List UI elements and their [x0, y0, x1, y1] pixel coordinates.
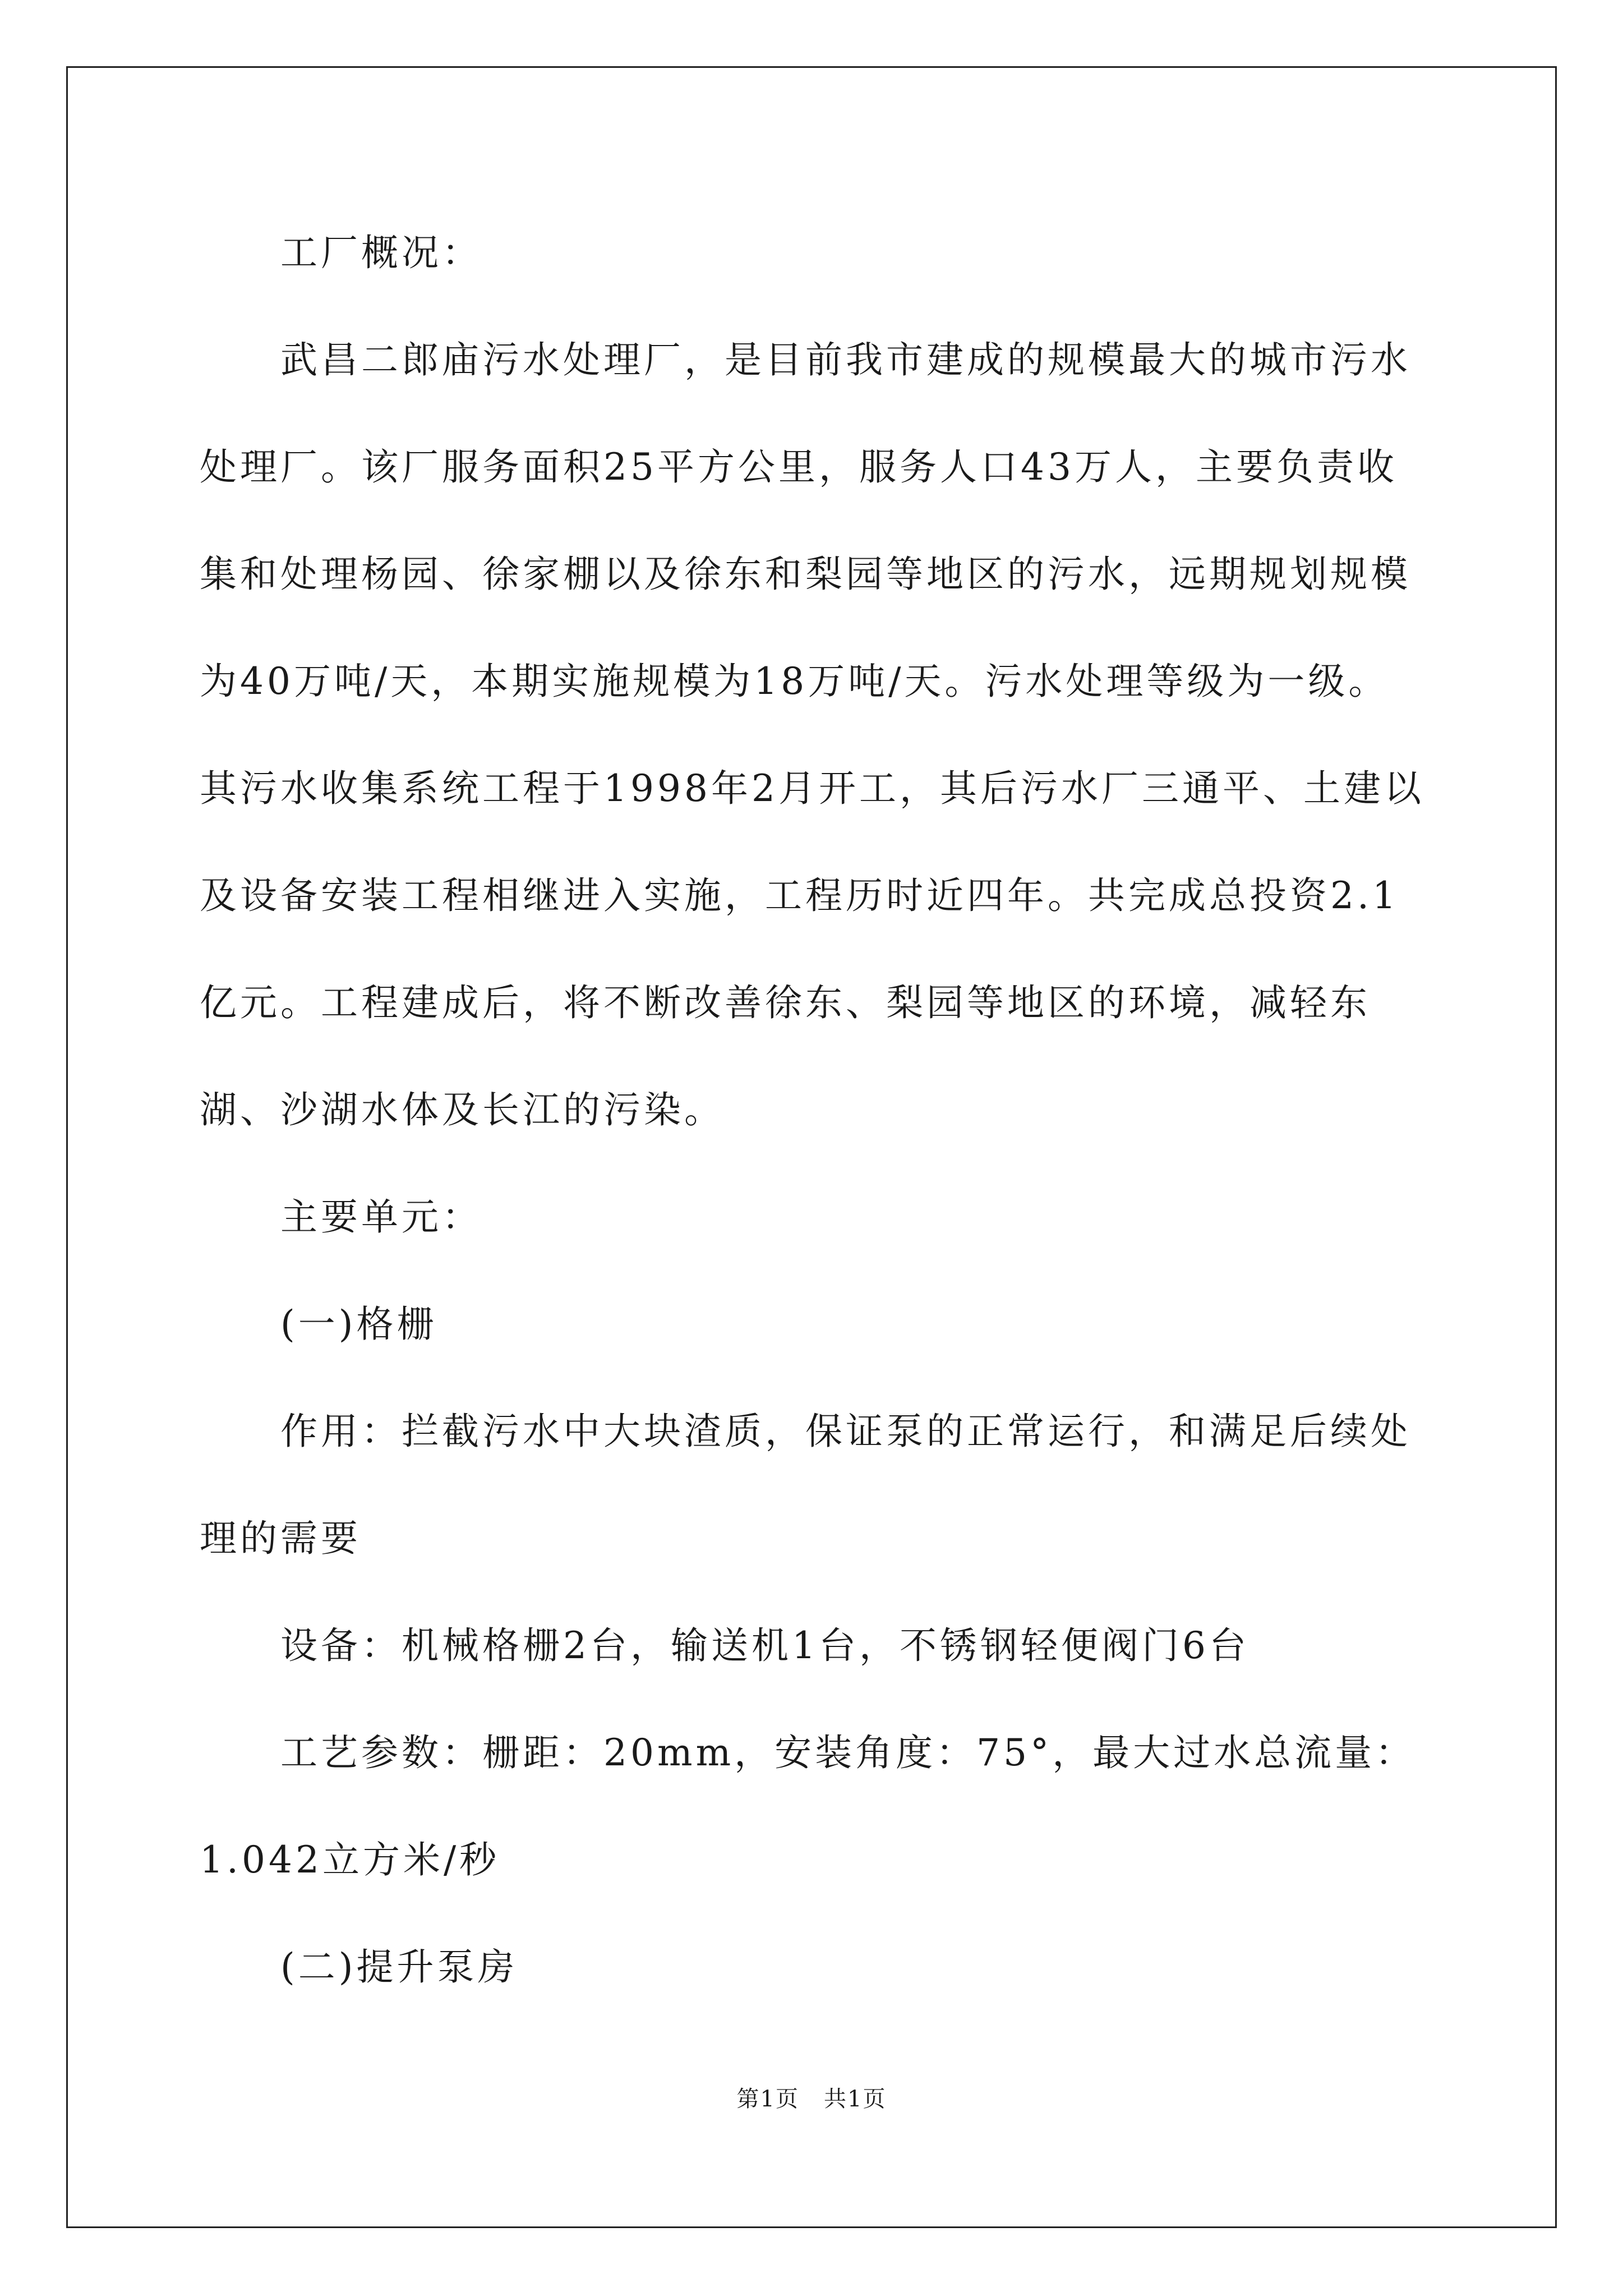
section-heading-units: 主要单元：: [280, 1195, 482, 1239]
paragraph-equipment: 设备：机械格栅2台，输送机1台，不锈钢轻便阀门6台: [280, 1624, 1249, 1667]
page-number-total: 共1页: [824, 2086, 887, 2112]
paragraph-function: 作用：拦截污水中大块渣质，保证泵的正常运行，和满足后续处理的需要: [200, 1410, 1411, 1560]
subsection-heading-grille: (一)格栅: [280, 1303, 437, 1346]
paragraph-overview: 武昌二郎庙污水处理厂，是目前我市建成的规模最大的城市污水处理厂。该厂服务面积25平方公里，服务人口43万人，主要负责收集和处理杨园、徐家棚以及徐东和梨园等地区的污水，远期规划规模为40万吨/天，本期实施规模为18万吨/天。污水处理等级为一级。其污水收集系统工程于1998年2月开工，其后污水厂三通平、土建以及设备安装工程相继进入实施，工程历时近四年。共完成总投资2.1亿元。工程建成后，将不断改善徐东、梨园等地区的环境，减轻东湖、沙湖水体及长江的污染。: [200, 338, 1424, 1131]
subsection-heading-pump-house: (二)提升泵房: [280, 1945, 518, 1989]
page-footer: [0, 2081, 1623, 2113]
paragraph-parameters: 工艺参数：栅距：20mm，安装角度：75°，最大过水总流量：1.042立方米/秒: [200, 1731, 1416, 1881]
page-number-current: 第1页: [736, 2086, 799, 2112]
section-heading-overview: 工厂概况：: [280, 231, 482, 274]
